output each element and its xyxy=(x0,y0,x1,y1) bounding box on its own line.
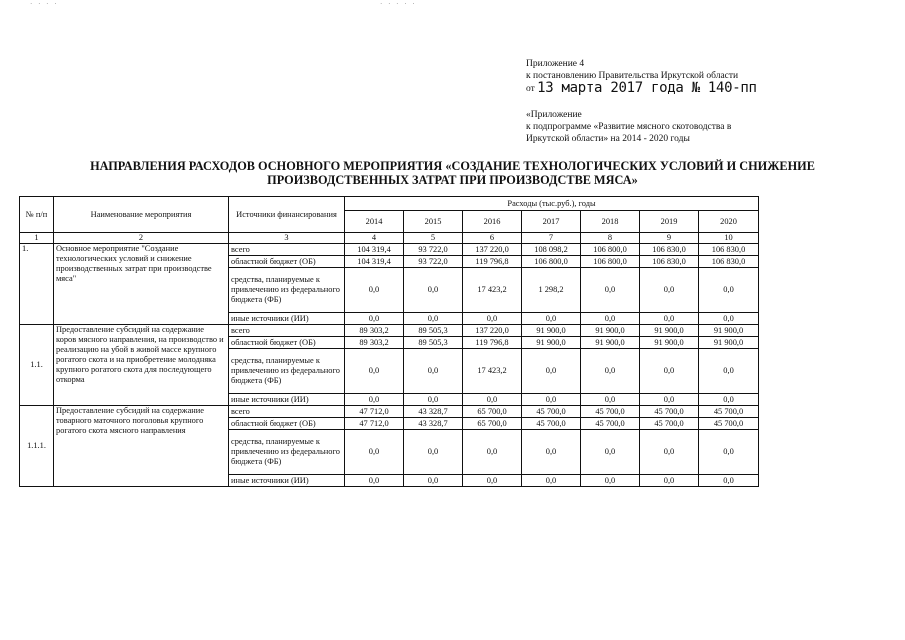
expense-value: 0,0 xyxy=(640,313,699,325)
expense-value: 0,0 xyxy=(640,430,699,475)
expense-value: 47 712,0 xyxy=(345,406,404,418)
expense-value: 0,0 xyxy=(640,394,699,406)
expense-value: 0,0 xyxy=(463,313,522,325)
expense-value: 106 800,0 xyxy=(581,256,640,268)
expense-value: 45 700,0 xyxy=(640,406,699,418)
expense-value: 106 800,0 xyxy=(522,256,581,268)
activity-code: 1.1. xyxy=(20,325,54,406)
scan-mark: · · · · · xyxy=(380,0,417,8)
expense-value: 45 700,0 xyxy=(581,406,640,418)
expense-value: 0,0 xyxy=(522,394,581,406)
expense-value: 0,0 xyxy=(581,349,640,394)
expense-value: 89 303,2 xyxy=(345,337,404,349)
expense-value: 0,0 xyxy=(404,268,463,313)
column-number: 4 xyxy=(345,233,404,244)
expense-value: 91 900,0 xyxy=(699,325,759,337)
funding-source: всего xyxy=(229,406,345,418)
expenses-table xyxy=(19,196,759,487)
expense-value: 104 319,4 xyxy=(345,256,404,268)
table-row xyxy=(20,244,759,256)
document-title xyxy=(30,159,875,187)
expense-value: 0,0 xyxy=(699,268,759,313)
expense-value: 0,0 xyxy=(522,349,581,394)
scan-mark: · · · · xyxy=(30,0,59,8)
expense-value: 45 700,0 xyxy=(699,418,759,430)
expense-value: 89 303,2 xyxy=(345,325,404,337)
expense-value: 106 830,0 xyxy=(699,256,759,268)
column-number: 7 xyxy=(522,233,581,244)
activity-name: Предоставление субсидий на содержание товарного маточного поголовья крупного рогатого скота мясного направления xyxy=(54,406,229,487)
expense-value: 106 830,0 xyxy=(640,256,699,268)
expense-value: 0,0 xyxy=(404,349,463,394)
expense-value: 0,0 xyxy=(640,268,699,313)
expense-value: 0,0 xyxy=(463,394,522,406)
expense-value: 0,0 xyxy=(640,349,699,394)
title-line-2: ПРОИЗВОДСТВЕННЫХ ЗАТРАТ ПРИ ПРОИЗВОДСТВЕ МЯСА» xyxy=(267,173,638,187)
expense-value: 93 722,0 xyxy=(404,244,463,256)
expense-value: 0,0 xyxy=(345,475,404,487)
expense-value: 0,0 xyxy=(345,268,404,313)
header-year: 2014 xyxy=(345,211,404,233)
expense-value: 91 900,0 xyxy=(581,337,640,349)
table-row xyxy=(20,325,759,337)
expense-value: 0,0 xyxy=(581,268,640,313)
header-num: № п/п xyxy=(20,197,54,233)
expense-value: 91 900,0 xyxy=(640,325,699,337)
header-year: 2019 xyxy=(640,211,699,233)
expense-value: 45 700,0 xyxy=(522,418,581,430)
expense-value: 91 900,0 xyxy=(640,337,699,349)
column-number: 3 xyxy=(229,233,345,244)
funding-source: иные источники (ИИ) xyxy=(229,475,345,487)
expense-value: 47 712,0 xyxy=(345,418,404,430)
expense-value: 45 700,0 xyxy=(581,418,640,430)
header-sources: Источники финансирования xyxy=(229,197,345,233)
header-name: Наименование мероприятия xyxy=(54,197,229,233)
header-expenses: Расходы (тыс.руб.), годы xyxy=(345,197,759,211)
expense-value: 45 700,0 xyxy=(522,406,581,418)
column-number: 1 xyxy=(20,233,54,244)
expense-value: 43 328,7 xyxy=(404,418,463,430)
expense-value: 137 220,0 xyxy=(463,325,522,337)
funding-source: областной бюджет (ОБ) xyxy=(229,256,345,268)
subprogram-line: к подпрограмме «Развитие мясного скотоводства в xyxy=(526,122,732,132)
expense-value: 0,0 xyxy=(581,475,640,487)
order-date-number: 13 марта 2017 года № 140-пп xyxy=(537,80,757,96)
expense-value: 91 900,0 xyxy=(522,325,581,337)
header-year: 2016 xyxy=(463,211,522,233)
subprogram-line: «Приложение xyxy=(526,110,582,120)
expense-value: 119 796,8 xyxy=(463,337,522,349)
expense-value: 0,0 xyxy=(640,475,699,487)
expense-value: 89 505,3 xyxy=(404,325,463,337)
header-year: 2020 xyxy=(699,211,759,233)
column-number: 5 xyxy=(404,233,463,244)
expense-value: 0,0 xyxy=(345,394,404,406)
expense-value: 0,0 xyxy=(404,394,463,406)
expense-value: 106 830,0 xyxy=(699,244,759,256)
expense-value: 0,0 xyxy=(463,475,522,487)
expense-value: 17 423,2 xyxy=(463,349,522,394)
expense-value: 106 800,0 xyxy=(581,244,640,256)
column-number: 8 xyxy=(581,233,640,244)
expense-value: 0,0 xyxy=(699,475,759,487)
table-body xyxy=(20,244,759,487)
funding-source: средства, планируемые к привлечению из федерального бюджета (ФБ) xyxy=(229,268,345,313)
expense-value: 89 505,3 xyxy=(404,337,463,349)
expense-value: 45 700,0 xyxy=(699,406,759,418)
expense-value: 1 298,2 xyxy=(522,268,581,313)
funding-source: всего xyxy=(229,325,345,337)
expense-value: 0,0 xyxy=(404,430,463,475)
expense-value: 65 700,0 xyxy=(463,418,522,430)
expense-value: 0,0 xyxy=(699,394,759,406)
expense-value: 0,0 xyxy=(404,313,463,325)
funding-source: иные источники (ИИ) xyxy=(229,394,345,406)
expense-value: 93 722,0 xyxy=(404,256,463,268)
expense-value: 65 700,0 xyxy=(463,406,522,418)
funding-source: средства, планируемые к привлечению из федерального бюджета (ФБ) xyxy=(229,349,345,394)
expense-value: 0,0 xyxy=(699,430,759,475)
expense-value: 91 900,0 xyxy=(699,337,759,349)
expense-value: 0,0 xyxy=(581,394,640,406)
column-number: 2 xyxy=(54,233,229,244)
expense-value: 137 220,0 xyxy=(463,244,522,256)
subprogram-line: Иркутской области» на 2014 - 2020 годы xyxy=(526,134,690,144)
column-number: 9 xyxy=(640,233,699,244)
order-prefix: от xyxy=(526,84,535,94)
activity-name: Основное мероприятие "Создание технологических условий и снижение производственных затрат при производстве мяса" xyxy=(54,244,229,325)
expense-value: 0,0 xyxy=(345,349,404,394)
appendix-block xyxy=(526,58,826,145)
expense-value: 91 900,0 xyxy=(581,325,640,337)
funding-source: областной бюджет (ОБ) xyxy=(229,418,345,430)
expense-value: 106 830,0 xyxy=(640,244,699,256)
title-line-1: НАПРАВЛЕНИЯ РАСХОДОВ ОСНОВНОГО МЕРОПРИЯТИЯ «СОЗДАНИЕ ТЕХНОЛОГИЧЕСКИХ УСЛОВИЙ И СНИЖЕНИЕ xyxy=(90,159,815,173)
expense-value: 108 098,2 xyxy=(522,244,581,256)
expense-value: 45 700,0 xyxy=(640,418,699,430)
expense-value: 0,0 xyxy=(463,430,522,475)
expense-value: 0,0 xyxy=(345,430,404,475)
table-row xyxy=(20,406,759,418)
expense-value: 0,0 xyxy=(404,475,463,487)
column-number: 6 xyxy=(463,233,522,244)
appendix-line: Приложение 4 xyxy=(526,59,585,69)
expense-value: 104 319,4 xyxy=(345,244,404,256)
expense-value: 0,0 xyxy=(522,313,581,325)
header-year: 2015 xyxy=(404,211,463,233)
header-year: 2018 xyxy=(581,211,640,233)
activity-name: Предоставление субсидий на содержание коров мясного направления, на производство и реализацию на убой в живой массе крупного рогатого скота и на приобретение молодняка крупного рогатого скота для последующего откорма xyxy=(54,325,229,406)
expense-value: 0,0 xyxy=(581,313,640,325)
header-year: 2017 xyxy=(522,211,581,233)
expense-value: 0,0 xyxy=(699,313,759,325)
activity-code: 1. xyxy=(20,244,54,325)
expense-value: 91 900,0 xyxy=(522,337,581,349)
expense-value: 0,0 xyxy=(522,430,581,475)
funding-source: всего xyxy=(229,244,345,256)
activity-code: 1.1.1. xyxy=(20,406,54,487)
expense-value: 0,0 xyxy=(699,349,759,394)
column-number: 10 xyxy=(699,233,759,244)
funding-source: областной бюджет (ОБ) xyxy=(229,337,345,349)
order-line xyxy=(526,82,826,95)
expense-value: 0,0 xyxy=(522,475,581,487)
expense-value: 119 796,8 xyxy=(463,256,522,268)
expense-value: 0,0 xyxy=(345,313,404,325)
funding-source: иные источники (ИИ) xyxy=(229,313,345,325)
expense-value: 17 423,2 xyxy=(463,268,522,313)
appendix-line: к постановлению Правительства Иркутской области xyxy=(526,71,739,81)
expense-value: 43 328,7 xyxy=(404,406,463,418)
expense-value: 0,0 xyxy=(581,430,640,475)
funding-source: средства, планируемые к привлечению из федерального бюджета (ФБ) xyxy=(229,430,345,475)
